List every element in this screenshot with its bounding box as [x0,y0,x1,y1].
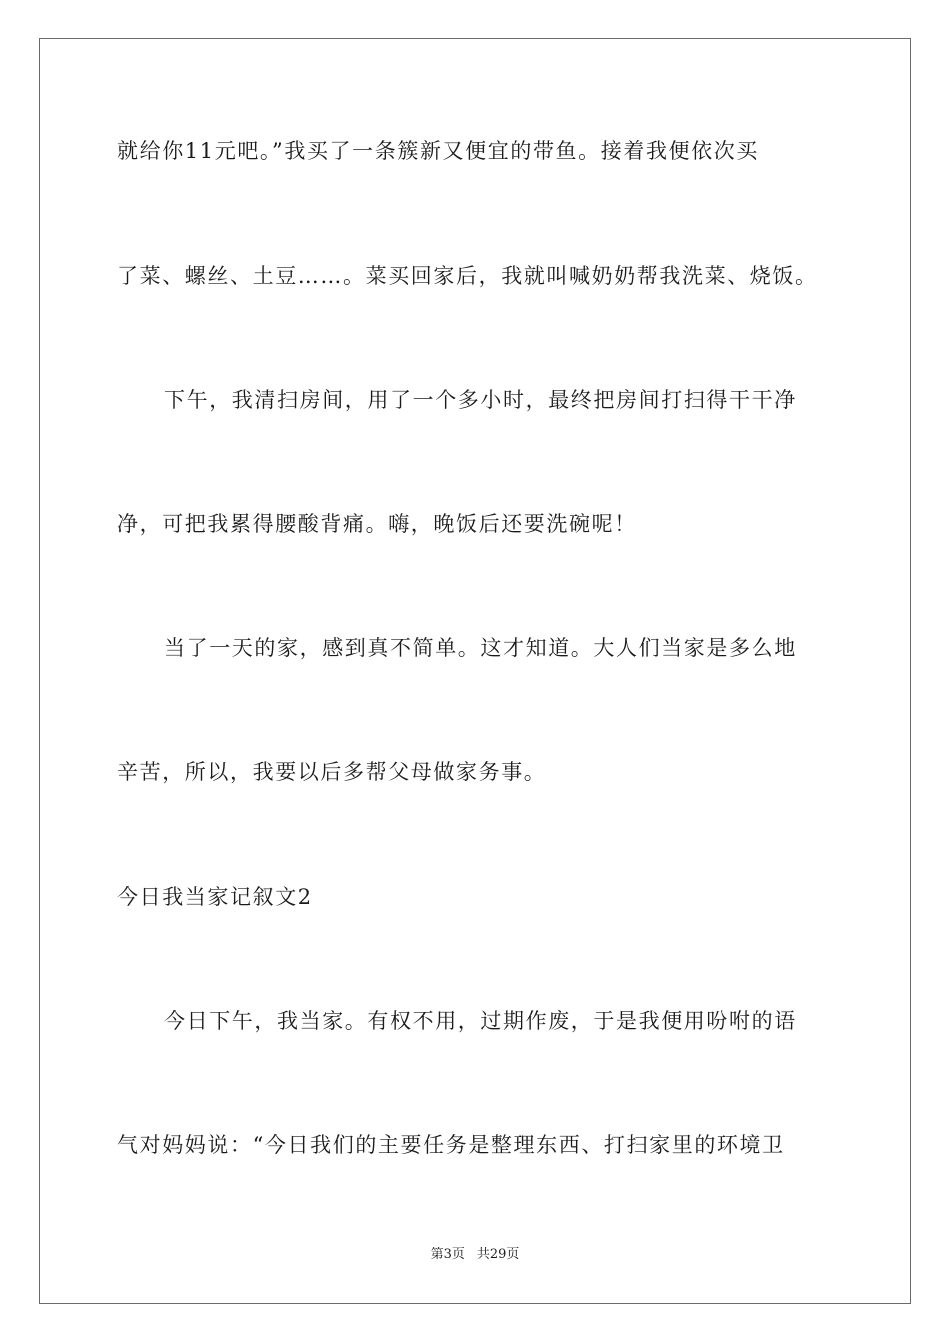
section-heading: 今日我当家记叙文2 [117,885,313,909]
text-line-3: 下午，我清扫房间，用了一个多小时，最终把房间打扫得干干净 [164,388,797,412]
text-line-8: 今日下午，我当家。有权不用，过期作废，于是我便用吩咐的语 [164,1009,797,1033]
text-line-6: 辛苦，所以，我要以后多帮父母做家务事。 [117,760,547,784]
page-number: 第3页 [430,1247,465,1262]
page-total: 共29页 [476,1247,520,1262]
text-line-9: 气对妈妈说：“今日我们的主要任务是整理东西、打扫家里的环境卫 [117,1133,785,1157]
text-line-1: 就给你11元吧。”我买了一条簇新又便宜的带鱼。接着我便依次买 [117,139,759,163]
text-line-4: 净，可把我累得腰酸背痛。嗨，晚饭后还要洗碗呢！ [117,512,637,536]
text-line-5: 当了一天的家，感到真不简单。这才知道。大人们当家是多么地 [164,636,797,660]
text-line-2: 了菜、螺丝、土豆……。菜买回家后，我就叫喊奶奶帮我洗菜、烧饭。 [117,264,818,288]
page-border [39,38,911,1304]
page-footer [0,1246,950,1264]
